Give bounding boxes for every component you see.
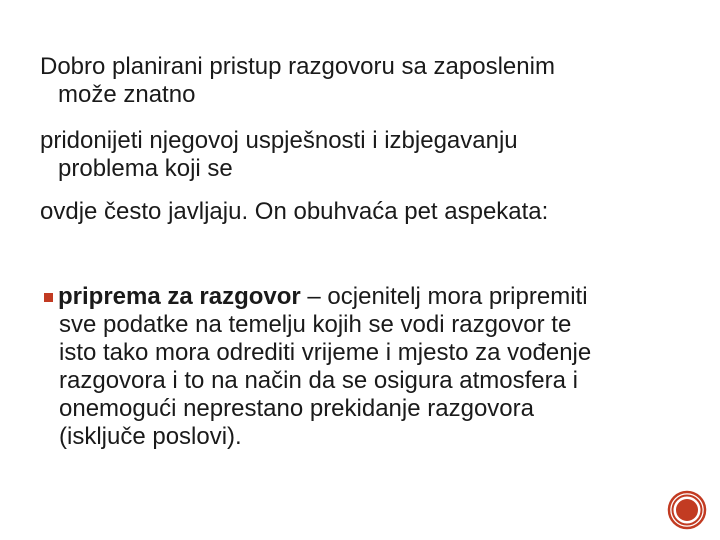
intro-paragraph-1 [40, 53, 690, 109]
square-bullet-icon [44, 293, 53, 302]
intro-paragraph-3 [40, 198, 690, 226]
bullet-line-rest: – ocjenitelj mora pripremiti [300, 283, 588, 310]
text-line: Dobro planirani pristup razgovoru sa zaposlenim [40, 53, 555, 80]
text-line [58, 283, 708, 311]
intro-paragraph-2 [40, 127, 690, 183]
text-line: problema koji se [58, 155, 233, 182]
text-line: može znatno [58, 81, 196, 108]
text-line: razgovora i to na način da se osigura atmosfera i [59, 367, 578, 394]
circle-nav-icon-graphic [666, 489, 708, 531]
circle-nav-icon[interactable] [666, 489, 708, 531]
text-line: ovdje često javljaju. On obuhvaća pet aspekata: [40, 198, 549, 225]
text-line: pridonijeti njegovoj uspješnosti i izbjegavanju [40, 127, 518, 154]
bullet-text [58, 283, 708, 451]
bullet-term: priprema za razgovor [58, 283, 301, 310]
text-line: (isključe poslovi). [59, 423, 242, 450]
text-line: onemogući neprestano prekidanje razgovora [59, 395, 534, 422]
text-line: isto tako mora odrediti vrijeme i mjesto za vođenje [59, 339, 592, 366]
text-line: sve podatke na temelju kojih se vodi razgovor te [59, 311, 572, 338]
